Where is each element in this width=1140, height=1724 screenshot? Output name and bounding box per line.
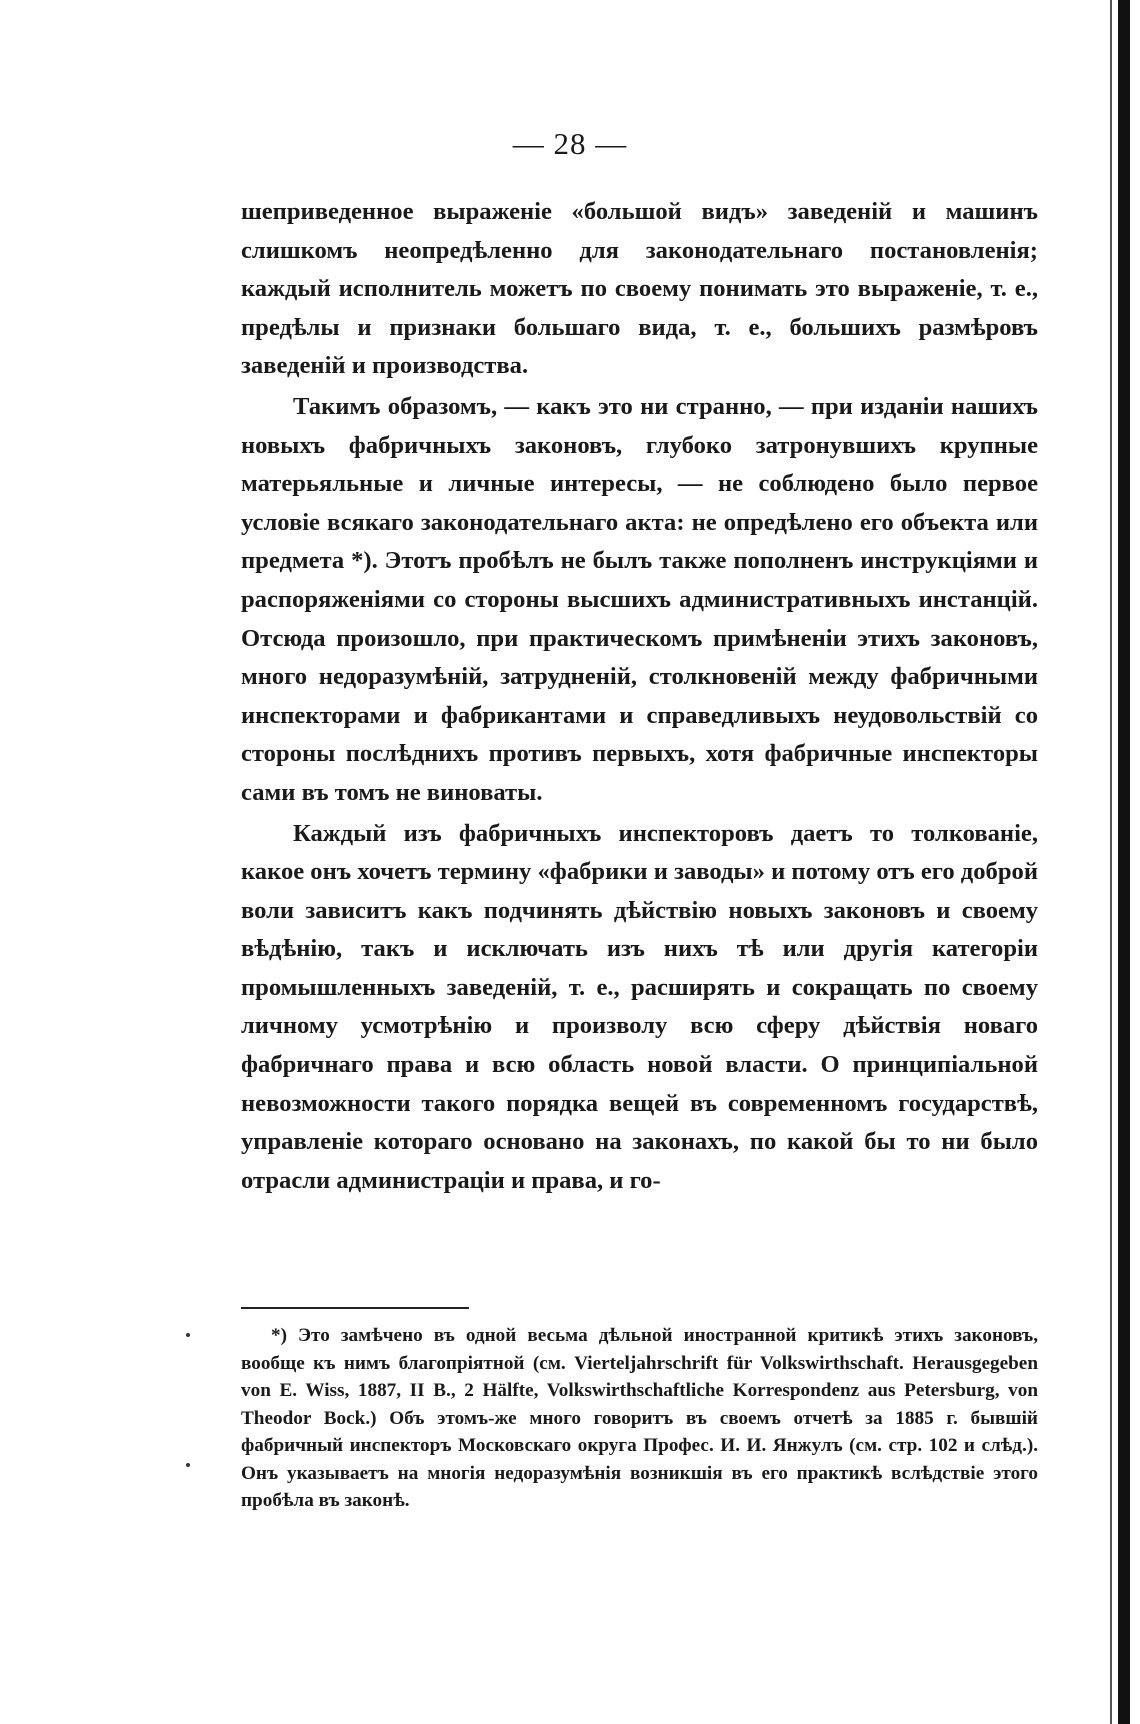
- body-text: [241, 193, 1038, 1200]
- paragraph-2: Такимъ образомъ, — какъ это ни странно, — при изданіи нашихъ новыхъ фабричныхъ законовъ, глубоко затронувшихъ крупные матерьяльные и личные интересы, — не соблюдено было первое условіе всякаго законодательнаго акта: не опредѣлено его объекта или предмета *). Этотъ пробѣлъ не былъ также пополненъ инструкціями и распоряженіями со стороны высшихъ административныхъ инстанцій. Отсюда произошло, при практическомъ примѣненіи этихъ законовъ, много недоразумѣній, затрудненій, столкновеній между фабричными инспекторами и фабрикантами и справедливыхъ неудовольствій со стороны послѣднихъ противъ первыхъ, хотя фабричные инспекторы сами въ томъ не виноваты.: [241, 392, 1038, 806]
- scan-speck: [186, 1333, 190, 1337]
- scan-speck: [186, 1463, 190, 1467]
- page-edge-line: [1110, 0, 1112, 1724]
- paragraph-1: шеприведенное выраженіе «большой видъ» заведеній и машинъ слишкомъ неопредѣленно для законодательнаго постановленія; каждый исполнитель можетъ по своему понимать это выраженіе, т. е., предѣлы и признаки большаго вида, т. е., большихъ размѣровъ заведеній и производства.: [241, 198, 1038, 380]
- footnote: [241, 1322, 1038, 1515]
- footnote-divider: [241, 1307, 469, 1309]
- footnote-text: *) Это замѣчено въ одной весьма дѣльной иностранной критикѣ этихъ законовъ, вообще къ нимъ благопріятной (см. Vierteljahrschrift für Volkswirthschaft. Herausgegeben von E. Wiss, 1887, II B., 2 Hälfte, Volkswirthschaftliche Korrespondenz aus Petersburg, von Theodor Bock.) Объ этомъ-же много говоритъ въ своемъ отчетѣ за 1885 г. бывшій фабричный инспекторъ Московскаго округа Профес. И. И. Янжулъ (см. стр. 102 и слѣд.). Онъ указываетъ на многія недоразумѣнія возникшія въ его практикѣ вслѣдствіе этого пробѣла въ законѣ.: [241, 1325, 1038, 1511]
- page-edge-shadow: [1118, 0, 1130, 1724]
- page-number: — 28 —: [512, 126, 628, 161]
- paragraph-3: Каждый изъ фабричныхъ инспекторовъ даетъ то толкованіе, какое онъ хочетъ термину «фабрики и заводы» и потому отъ его доброй воли зависитъ какъ подчинять дѣйствію новыхъ законовъ и своему вѣдѣнію, такъ и исключать изъ нихъ тѣ или другія категоріи промышленныхъ заведеній, т. е., расширять и сокращать по своему личному усмотрѣнію и произволу всю сферу дѣйствія новаго фабричнаго права и всю область новой власти. О принципіальной невозможности такого порядка вещей въ современномъ государствѣ, управленіе котораго основано на законахъ, по какой бы то ни было отрасли администраціи и права, и го-: [241, 819, 1038, 1194]
